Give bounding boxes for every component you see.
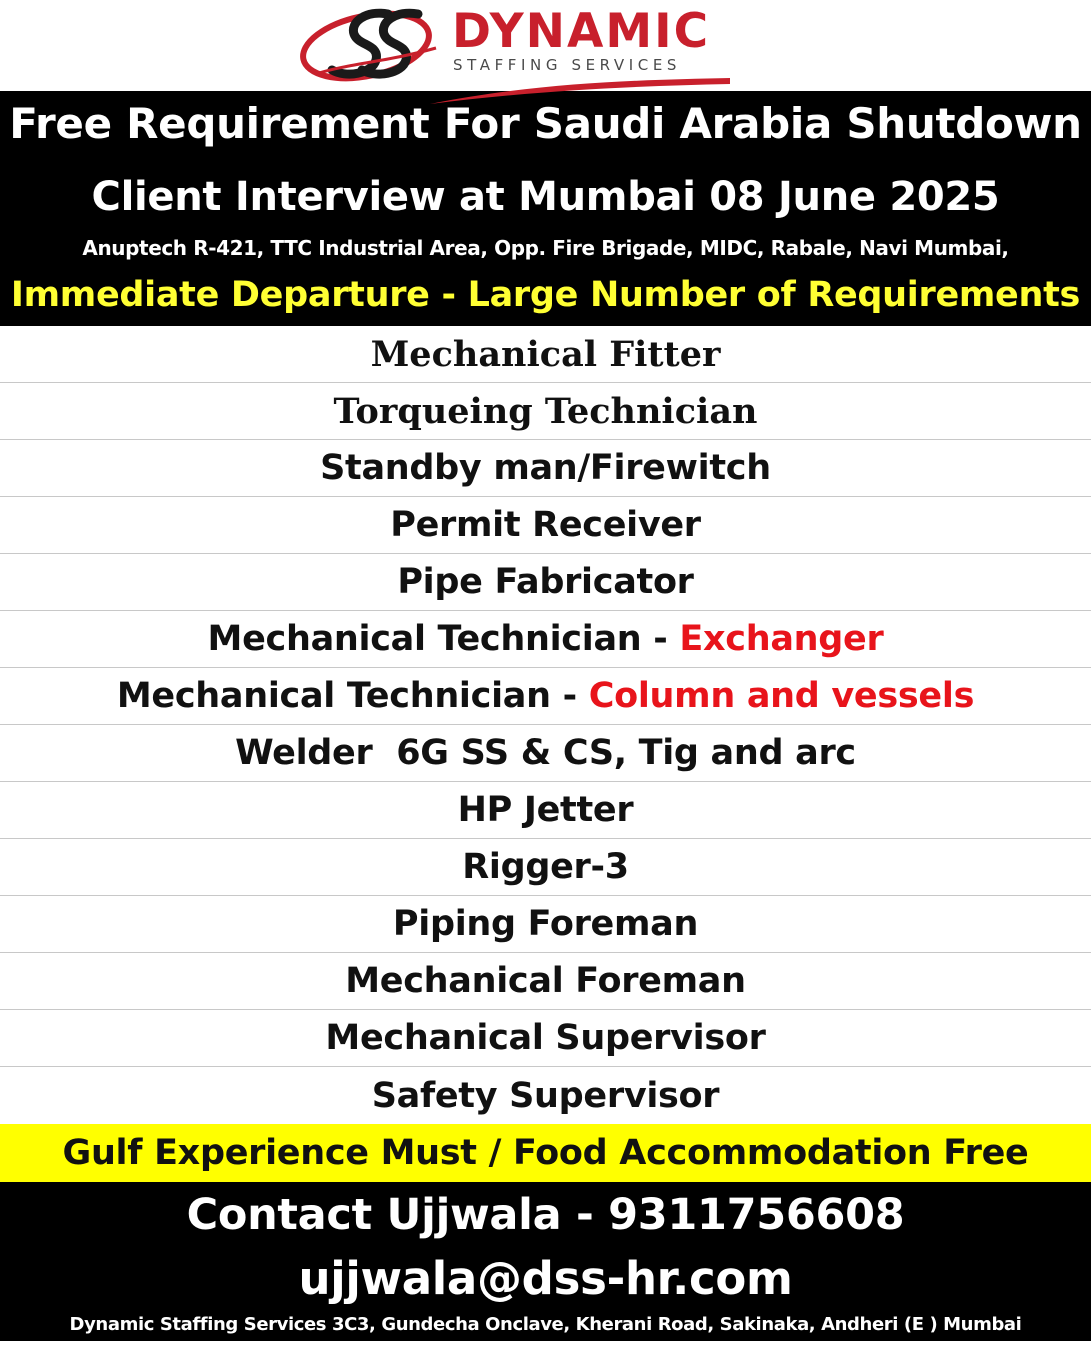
interview-details: Client Interview at Mumbai 08 June 2025 xyxy=(91,174,1000,220)
job-title: Rigger-3 xyxy=(462,847,629,887)
job-row xyxy=(0,839,1091,896)
job-row xyxy=(0,383,1091,440)
job-row xyxy=(0,1010,1091,1067)
job-title: Torqueing Technician xyxy=(333,390,758,432)
job-row xyxy=(0,440,1091,497)
header xyxy=(0,91,1091,326)
contact-phone: Contact Ujjwala - 9311756608 xyxy=(186,1190,905,1240)
dss-monogram-icon xyxy=(296,4,446,84)
interview-address: Anuptech R-421, TTC Industrial Area, Opp. Fire Brigade, MIDC, Rabale, Navi Mumbai, xyxy=(82,236,1009,260)
job-title: Mechanical Fitter xyxy=(370,333,721,375)
job-title: Pipe Fabricator xyxy=(397,562,694,602)
job-title: Mechanical Foreman xyxy=(345,961,746,1001)
benefits-banner: Gulf Experience Must / Food Accommodation Free xyxy=(0,1124,1091,1182)
departure-notice: Immediate Departure - Large Number of Requirements xyxy=(10,275,1081,315)
page-title: Free Requirement For Saudi Arabia Shutdown xyxy=(9,99,1082,148)
company-address: Dynamic Staffing Services 3C3, Gundecha Onclave, Kherani Road, Sakinaka, Andheri (E ) Mumbai xyxy=(69,1314,1022,1335)
job-title: Piping Foreman xyxy=(392,904,699,944)
job-row xyxy=(0,953,1091,1010)
job-title: Mechanical Technician - xyxy=(207,619,680,659)
job-row xyxy=(0,611,1091,668)
job-title: HP Jetter xyxy=(457,790,634,830)
job-row xyxy=(0,497,1091,554)
job-row xyxy=(0,1067,1091,1124)
job-list xyxy=(0,326,1091,1124)
job-title: Welder 6G SS & CS, Tig and arc xyxy=(235,733,856,773)
job-row xyxy=(0,326,1091,383)
job-title: Mechanical Supervisor xyxy=(325,1018,766,1058)
job-title: Mechanical Technician - xyxy=(116,676,589,716)
job-row xyxy=(0,896,1091,953)
job-specialty: Column and vessels xyxy=(588,676,975,716)
job-title: Permit Receiver xyxy=(390,505,701,545)
footer xyxy=(0,1182,1091,1341)
logo-name: DYNAMIC xyxy=(452,4,711,59)
job-row xyxy=(0,554,1091,611)
job-row xyxy=(0,782,1091,839)
job-title: Safety Supervisor xyxy=(371,1075,720,1116)
logo-tagline: STAFFING SERVICES xyxy=(453,56,682,74)
job-title: Standby man/Firewitch xyxy=(320,448,771,488)
job-specialty: Exchanger xyxy=(679,619,884,659)
job-row xyxy=(0,725,1091,782)
job-row xyxy=(0,668,1091,725)
contact-email: ujjwala@dss-hr.com xyxy=(298,1252,793,1305)
